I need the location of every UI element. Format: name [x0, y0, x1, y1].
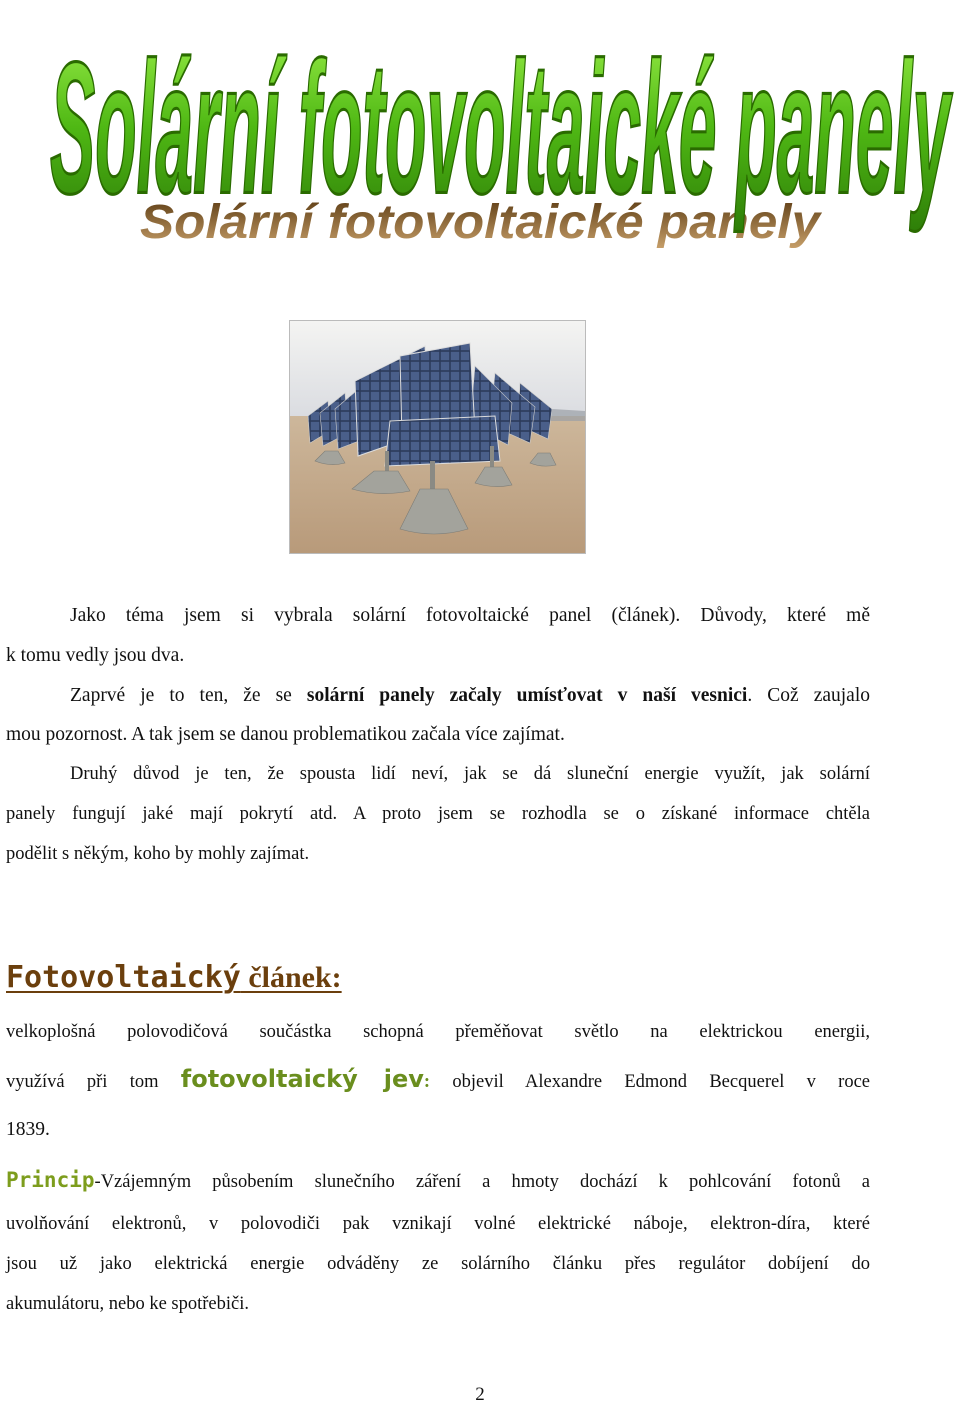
section-heading: Fotovoltaický článek:	[6, 960, 342, 995]
solar-panels-photo	[289, 320, 586, 554]
princip-line4: akumulátoru, nebo ke spotřebiči.	[6, 1294, 250, 1314]
intro-p2-line2: mou pozornost. A tak jsem se danou problematikou začala více zajímat.	[6, 724, 565, 745]
intro-p3-line2: panely fungují jaké mají pokrytí atd. A proto jsem se rozhodla se o získané informace chtěla	[6, 804, 870, 824]
title-reflection: Solární fotovoltaické panely	[140, 196, 823, 249]
intro-p1-line1: Jako téma jsem si vybrala solární fotovoltaické panel (článek). Důvody, které mě	[70, 605, 870, 626]
definition-line3: 1839.	[6, 1119, 50, 1140]
intro-p3-line1: Druhý důvod je ten, že spousta lidí neví, jak se dá sluneční energie využít, jak solární	[70, 764, 870, 784]
princip-line2: uvolňování elektronů, v polovodiči pak vznikají volné elektrické náboje, elektron-díra, které	[6, 1214, 870, 1234]
intro-p1-line2: k tomu vedly jsou dva.	[6, 645, 185, 666]
definition-line1: velkoplošná polovodičová součástka schopná přeměňovat světlo na elektrickou energii,	[6, 1022, 870, 1042]
page-number: 2	[475, 1384, 485, 1405]
intro-p3-line3: podělit s někým, koho by mohly zajímat.	[6, 844, 310, 864]
title-text: Solární fotovoltaické panely	[50, 22, 954, 233]
princip-line3: jsou už jako elektrická energie odváděny ze solárního článku přes regulátor dobíjení do	[6, 1254, 870, 1274]
title-wordart	[0, 0, 960, 270]
fotovoltaicky-jev-term: fotovoltaický jev	[180, 1065, 424, 1093]
intro-p2-line1: Zaprvé je to ten, že se solární panely začaly umísťovat v naší vesnici. Což zaujalo	[70, 685, 870, 706]
princip-line1: Princip-Vzájemným působením slunečního záření a hmoty dochází k pohlcování fotonů a	[6, 1168, 870, 1192]
definition-line2: využívá při tom fotovoltaický jev: objevil Alexandre Edmond Becquerel v roce	[6, 1065, 870, 1093]
princip-label: Princip	[6, 1168, 95, 1192]
